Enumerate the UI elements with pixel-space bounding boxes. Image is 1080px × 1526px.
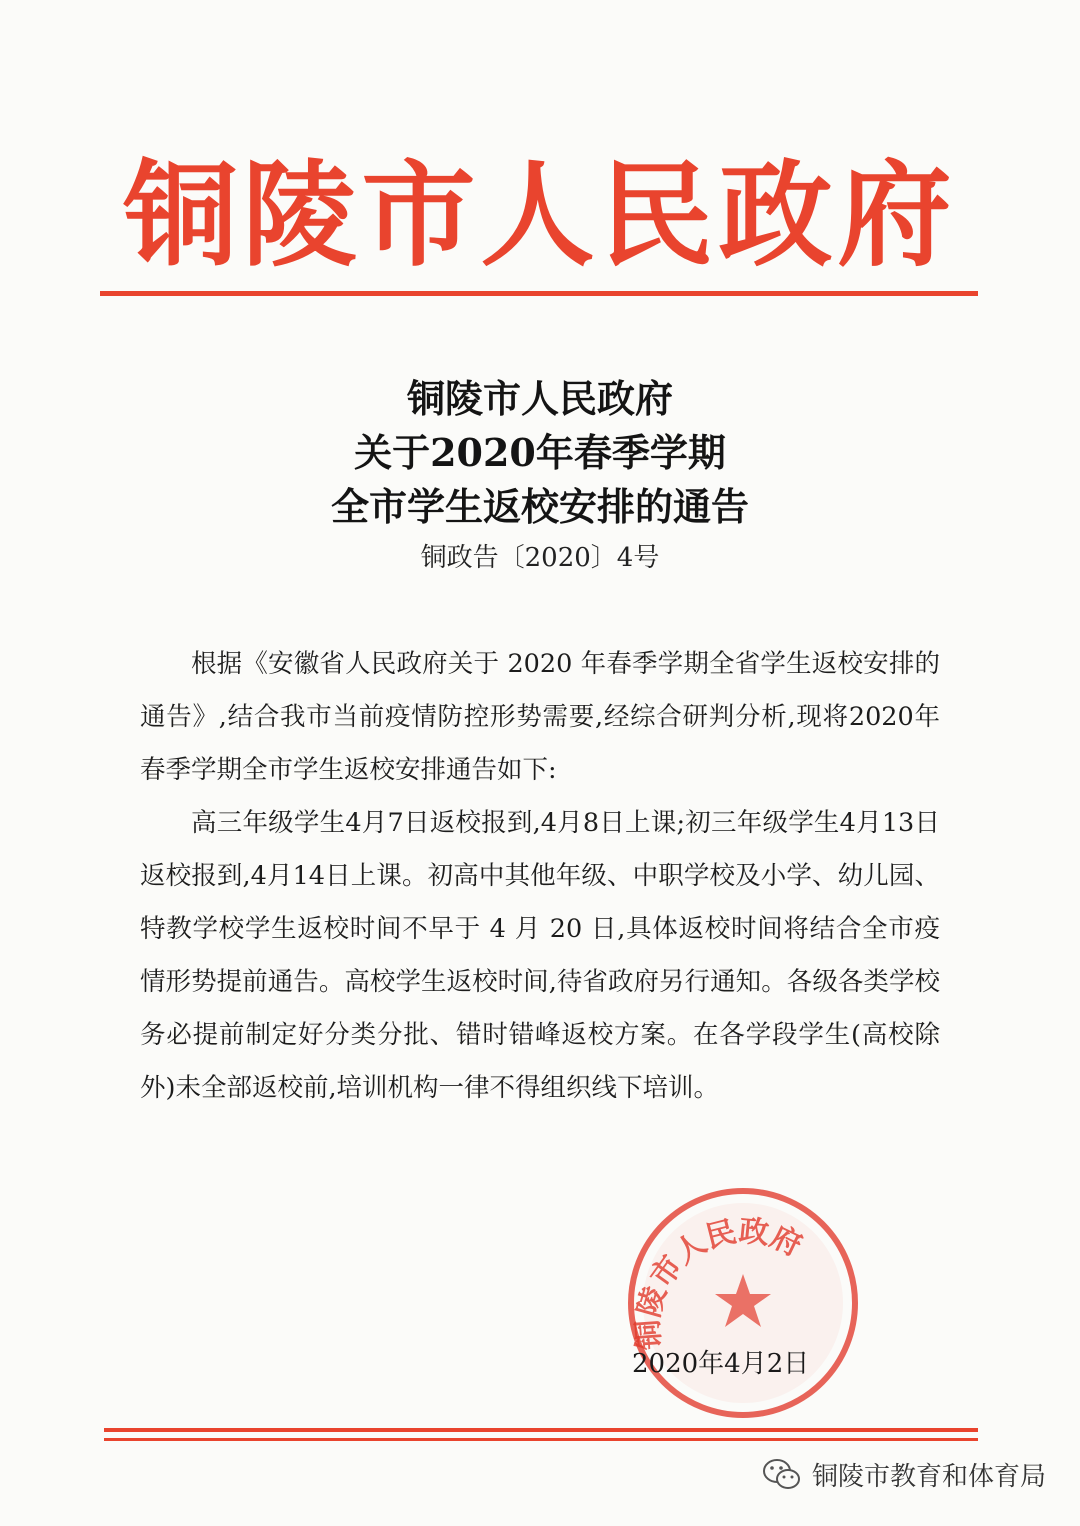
source-watermark (762, 1456, 1046, 1493)
notice-title (0, 372, 1080, 534)
notice-body (140, 638, 940, 1115)
title-line-2: 关于2020年春季学期 (354, 430, 726, 475)
document-number: 铜政告〔2020〕4号 (420, 543, 660, 573)
svg-text:铜陵市人民政府: 铜陵市人民政府 (630, 1213, 808, 1351)
title-line-3: 全市学生返校安排的通告 (330, 484, 749, 529)
official-seal (622, 1182, 864, 1424)
masthead-rule (100, 291, 978, 296)
footer-rule-thin (104, 1438, 978, 1441)
masthead-title: 铜陵市人民政府 (123, 148, 957, 282)
footer-rule (104, 1428, 978, 1432)
title-line-1: 铜陵市人民政府 (406, 376, 673, 421)
source-account-name: 铜陵市教育和体育局 (811, 1462, 1046, 1492)
body-paragraph-2: 高三年级学生4月7日返校报到,4月8日上课;初三年级学生4月13日返校报到,4月14日上课。初高中其他年级、中职学校及小学、幼儿园、特教学校学生返校时间不早于 4 月 20 日,具体返校时间将结合全市疫情形势提前通告。高校学生返校时间,待省政府另行通知。各级各类学校务必提前制定好分类分批、错时错峰返校方案。在各学段学生(高校除外)未全部返校前,培训机构一律不得组织线下培训。 (140, 808, 940, 1103)
signature-date: 2020年4月2日 (632, 1349, 810, 1379)
body-paragraph-1: 根据《安徽省人民政府关于 2020 年春季学期全省学生返校安排的通告》,结合我市当前疫情防控形势需要,经综合研判分析,现将2020年春季学期全市学生返校安排通告如下: (140, 649, 940, 785)
wechat-icon (762, 1458, 802, 1492)
